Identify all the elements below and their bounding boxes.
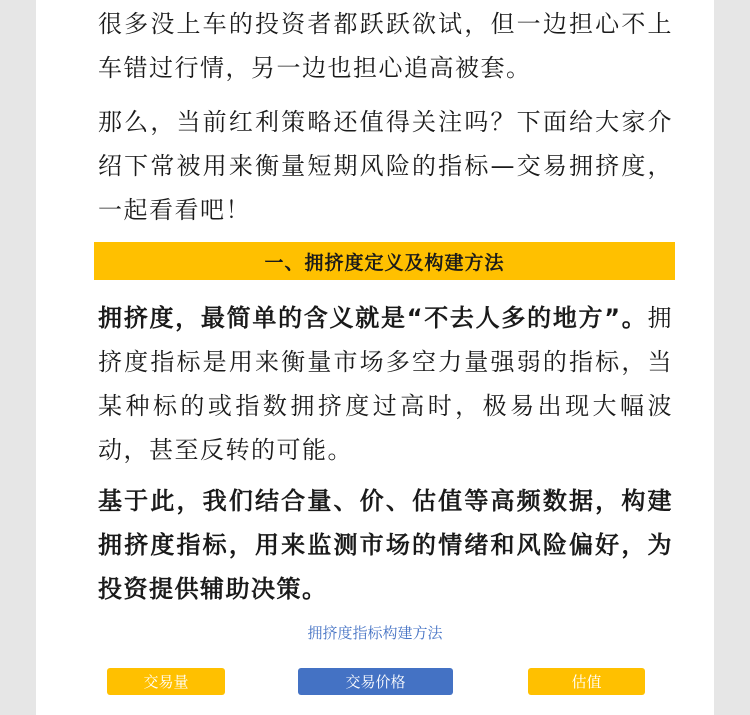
paragraph-construction-basis: 基于此，我们结合量、价、估值等高频数据，构建拥挤度指标，用来监测市场的情绪和风险偏好，为投资提供辅助决策。 bbox=[98, 487, 673, 603]
section-heading-banner bbox=[94, 242, 675, 280]
paragraph-crowding-definition bbox=[98, 296, 673, 472]
diagram-box-price: 交易价格 bbox=[298, 668, 453, 695]
paragraph-introduction: 那么，当前红利策略还值得关注吗？下面给大家介绍下常被用来衡量短期风险的指标—交易拥挤度，一起看看吧！ bbox=[98, 108, 673, 224]
crowding-definition-text: 拥挤度指标是用来衡量市场多空力量强弱的指标，当某种标的或指数拥挤度过高时，极易出现大幅波动，甚至反转的可能。 bbox=[98, 304, 673, 464]
diagram-box-volume: 交易量 bbox=[107, 668, 225, 695]
diagram-title: 拥挤度指标构建方法 bbox=[307, 624, 443, 642]
article-page bbox=[36, 0, 714, 715]
diagram-box-valuation: 估值 bbox=[528, 668, 645, 695]
section-heading: 一、拥挤度定义及构建方法 bbox=[264, 251, 505, 274]
crowding-definition-bold: 拥挤度，最简单的含义就是“不去人多的地方”。 bbox=[98, 304, 648, 332]
paragraph-investor-hesitation: 很多没上车的投资者都跃跃欲试，但一边担心不上车错过行情，另一边也担心追高被套。 bbox=[98, 10, 673, 82]
